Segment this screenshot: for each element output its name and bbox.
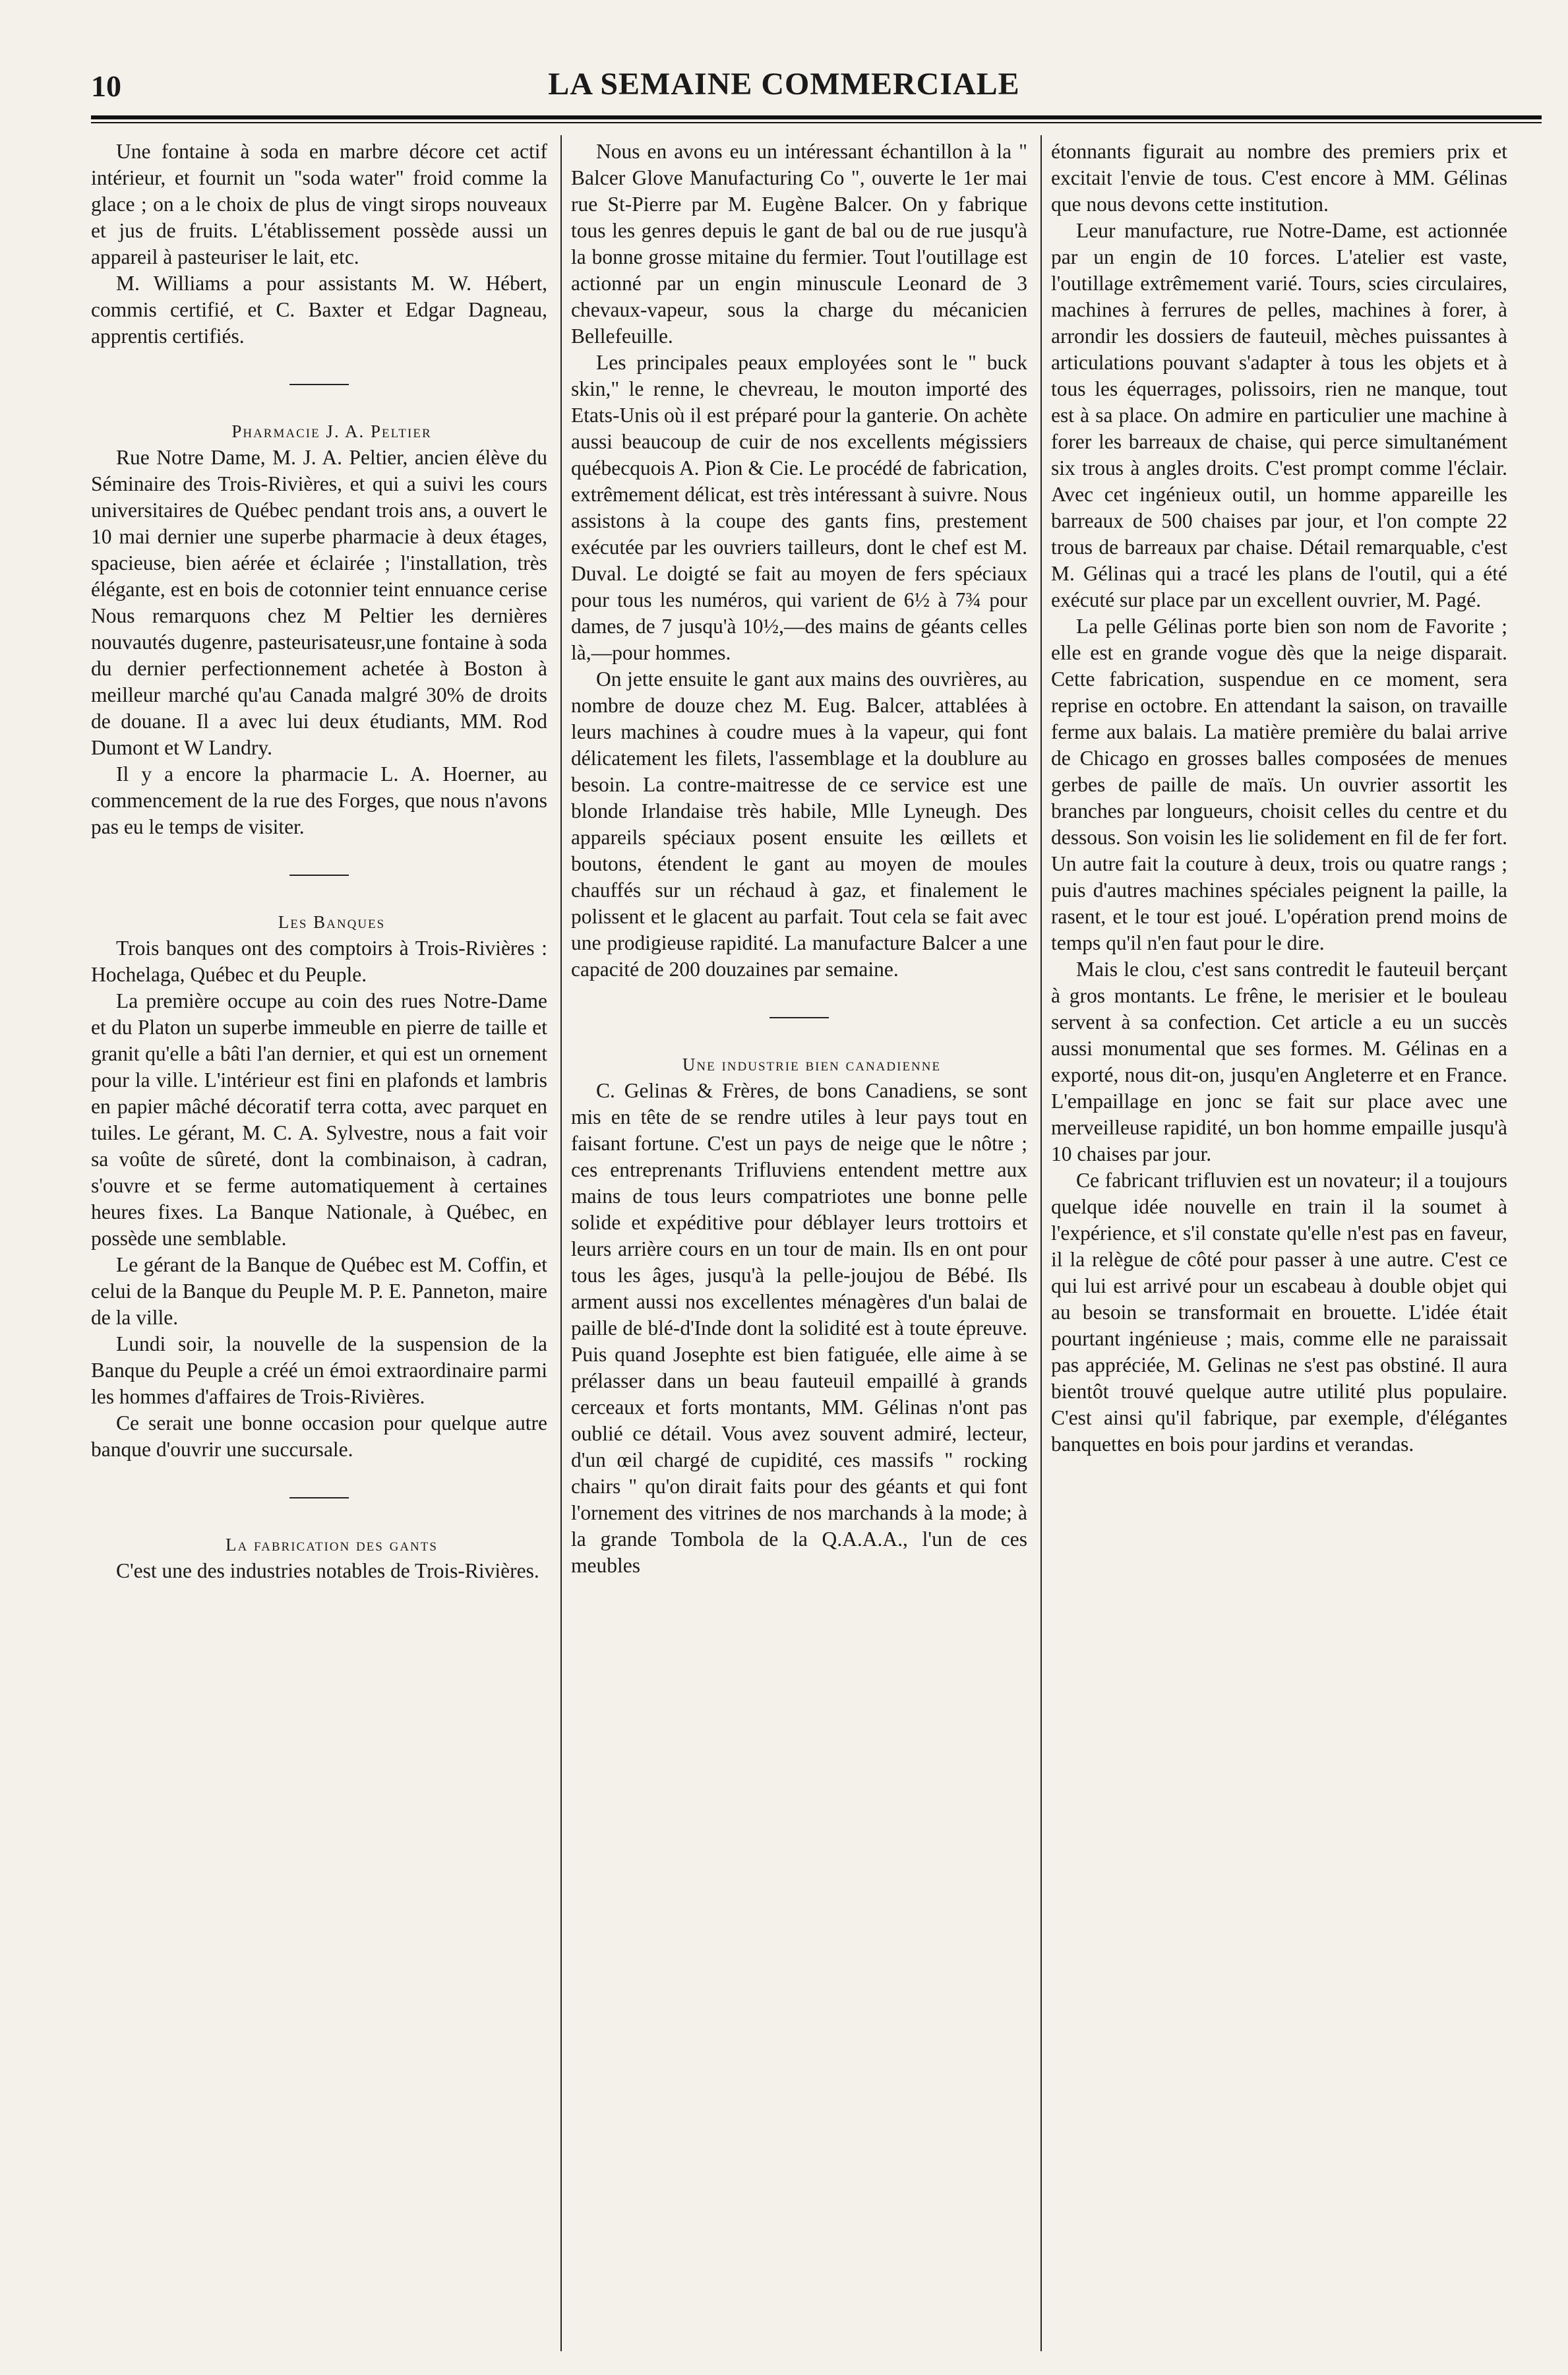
- paragraph: Lundi soir, la nouvelle de la suspension de la Banque du Peuple a créé un émoi extraordinaire parmi les hommes d'affaires de Trois-Rivières.: [91, 1332, 547, 1408]
- paragraph: M. Williams a pour assistants M. W. Hébert, commis certifié, et C. Baxter et Edgar Dagneau, apprentis certifiés.: [91, 272, 547, 348]
- column-2: [571, 139, 1027, 1579]
- page-number: 10: [91, 69, 121, 103]
- paragraph: La première occupe au coin des rues Notre-Dame et du Platon un superbe immeuble en pierre de taille et granit qu'elle a bâti l'an dernier, et qui est un ornement pour la ville. L'intérieur est fini en plafonds et lambris en papier mâché décoratif terra cotta, avec parquet en tuiles. Le gérant, M. C. A. Sylvestre, nous a fait voir sa voûte de sûreté, dont la combinaison, à cadran, s'ouvre et se ferme automatiquement à certaines heures fixes. La Banque Nationale, à Québec, en possède une semblable.: [91, 989, 547, 1250]
- paragraph: On jette ensuite le gant aux mains des ouvrières, au nombre de douze chez M. Eug. Balcer, attablées à leurs machines à coudre mues à la vapeur, qui font délicatement les filets, l'assemblage et la doublure au besoin. La contre-maitresse de ce service est une blonde Irlandaise très habile, Mlle Lyneugh. Des appareils spéciaux posent ensuite les œillets et boutons, étendent le gant au moyen de moules chauffés sur un réchaud à gaz, et finalement le polissent et le glacent au parfait. Tout cela se fait avec une prodigieuse rapidité. La manufacture Balcer a une capacité de 200 douzaines par semaine.: [571, 667, 1027, 981]
- paragraph: Leur manufacture, rue Notre-Dame, est actionnée par un engin de 10 forces. L'atelier est vaste, l'outillage extrêmement varié. Tours, scies circulaires, machines à ferrures de pelles, machines à forer, à arrondir les dossiers de fauteuil, mèches puissantes à articulations pouvant s'adapter à tous les objets et à tous les équerrages, polissoirs, rien ne manque, tout est à sa place. On admire en particulier une machine à forer les barreaux de chaise, qui perce simultanément six trous à angles droits. C'est prompt comme l'éclair. Avec cet ingénieux outil, un homme appareille les barreaux de 500 chaises par jour, et l'on compte 22 trous de barreaux par chaise. Détail remarquable, c'est M. Gélinas qui a tracé les plans de l'outil, qui a été exécuté sur place par un excellent ouvrier, M. Pagé.: [1051, 219, 1507, 611]
- column-1: [91, 139, 547, 1584]
- paragraph: Nous en avons eu un intéressant échantillon à la " Balcer Glove Manufacturing Co ", ouverte le 1er mai rue St-Pierre par M. Eugène Balcer. On y fabrique tous les genres depuis le gant de bal ou de rue jusqu'à la bonne grosse mitaine du fermier. Tout l'outillage est actionné par un engin minuscule Leonard de 3 chevaux-vapeur, sous la charge du mécanicien Bellefeuille.: [571, 140, 1027, 348]
- section-heading: Une industrie bien canadienne: [682, 1055, 942, 1074]
- section-separator: [769, 1017, 829, 1018]
- paragraph: Le gérant de la Banque de Québec est M. Coffin, et celui de la Banque du Peuple M. P. E. Panneton, maire de la ville.: [91, 1253, 547, 1329]
- section-heading: Pharmacie J. A. Peltier: [231, 421, 432, 441]
- column-divider: [1040, 135, 1042, 2351]
- paragraph: C. Gelinas & Frères, de bons Canadiens, se sont mis en tête de se rendre utiles à leur pays tout en faisant fortune. C'est un pays de neige que le nôtre ; ces entreprenants Trifluviens entendent mettre aux mains de tous leurs compatriotes une bonne pelle solide et expéditive pour déblayer leurs trottoirs et leurs arrière cours en un tour de main. Ils en ont pour tous les âges, jusqu'à la pelle-joujou de Bébé. Ils arment aussi nos excellentes ménagères d'un balai de paille de blé-d'Inde dont la solidité est à toute épreuve. Puis quand Josephte est bien fatiguée, elle aime à se prélasser dans un beau fauteuil empaillé à grands cerceaux et forts montants, MM. Gélinas n'ont pas oublié ce détail. Vous avez souvent admiré, lecteur, d'un œil chargé de cupidité, ces massifs " rocking chairs " qu'on dirait faits pour des géants et qui font l'ornement des vitrines de nos marchands à la mode; à la grande Tombola de la Q.A.A.A., l'un de ces meubles: [571, 1079, 1027, 1577]
- paragraph: La pelle Gélinas porte bien son nom de Favorite ; elle est en grande vogue dès que la neige disparait. Cette fabrication, suspendue en ce moment, sera reprise en octobre. En attendant la saison, on travaille ferme aux balais. La matière première du balai arrive de Chicago en grosses balles composées de menues gerbes de paille de maïs. Un ouvrier assortit les branches par longueurs, choisit celles du centre et du dessous. Son voisin les lie solidement en fil de fer fort. Un autre fait la couture à deux, trois ou quatre rangs ; puis d'autres machines spéciales peignent la paille, la rasent, et le tour est joué. L'opération prend moins de temps qu'il n'en faut pour le dire.: [1051, 615, 1507, 954]
- masthead-title: LA SEMAINE COMMERCIALE: [548, 67, 1020, 102]
- paragraph: Mais le clou, c'est sans contredit le fauteuil berçant à gros montants. Le frêne, le merisier et le bouleau servent à sa confection. Cet article a eu un succès aussi monumental que ses formes. M. Gélinas en a exporté, nous dit-on, jusqu'en Angleterre et en France. L'empaillage en jonc se fait sur place avec une merveilleuse rapidité, un bon homme empaille jusqu'à 10 chaises par jour.: [1051, 958, 1507, 1165]
- section-separator: [289, 875, 349, 876]
- header-rule: [91, 115, 1542, 119]
- page-header: [0, 0, 1568, 125]
- paragraph: Ce serait une bonne occasion pour quelque autre banque d'ouvrir une succursale.: [91, 1411, 547, 1461]
- paragraph: Ce fabricant trifluvien est un novateur; il a toujours quelque idée nouvelle en train il la soumet à l'expérience, et s'il constate qu'elle n'est pas en faveur, il la relègue de côté pour passer à une autre. C'est ce qui lui est arrivé pour un escabeau à double objet qui au besoin se transformait en brouette. L'idée était pourtant ingénieuse ; mais, comme elle ne paraissait pas appréciée, M. Gelinas ne s'est pas obstiné. Il aura bientôt trouvé quelque autre utilité plus populaire. C'est ainsi qu'il fabrique, par exemple, d'élégantes banquettes en bois pour jardins et verandas.: [1051, 1169, 1507, 1456]
- column-divider: [560, 135, 562, 2351]
- paragraph: étonnants figurait au nombre des premiers prix et excitait l'envie de tous. C'est encore à MM. Gélinas que nous devons cette institution.: [1051, 140, 1507, 216]
- paragraph: Il y a encore la pharmacie L. A. Hoerner, au commencement de la rue des Forges, que nous n'avons pas eu le temps de visiter.: [91, 762, 547, 838]
- paragraph: C'est une des industries notables de Trois-Rivières.: [116, 1559, 539, 1582]
- section-heading: Les Banques: [278, 912, 386, 932]
- paragraph: Rue Notre Dame, M. J. A. Peltier, ancien élève du Séminaire des Trois-Rivières, et qui a suivi les cours universitaires de Québec pendant trois ans, a ouvert le 10 mai dernier une superbe pharmacie à deux étages, spacieuse, bien aérée et éclairée ; l'installation, très élégante, est en bois de cotonnier teint ennuance cerise Nous remarquons chez M Peltier les dernières nouvautés dugenre, pasteurisateusr,une fontaine à soda du dernier perfectionnement achetée à Boston à meilleur marché qu'au Canada malgré 30% de droits de douane. Il a avec lui deux étudiants, MM. Rod Dumont et W Landry.: [91, 446, 547, 759]
- section-separator: [289, 1497, 349, 1498]
- header-rule-thin: [91, 122, 1542, 123]
- section-heading: La fabrication des gants: [226, 1535, 438, 1555]
- column-3: [1051, 139, 1507, 1458]
- section-separator: [289, 384, 349, 385]
- paragraph: Les principales peaux employées sont le " buck skin," le renne, le chevreau, le mouton importé des Etats-Unis où il est préparé pour la ganterie. On achète aussi beaucoup de cuir de nos excellents mégissiers québecquois A. Pion & Cie. Le procédé de fabrication, extrêmement délicat, est très intéressant à suivre. Nous assistons à la coupe des gants fins, prestement exécutée par les ouvriers tailleurs, dont le chef est M. Duval. Le doigté se fait au moyen de fers spéciaux pour tous les numéros, qui varient de 6½ à 7¾ pour dames, de 7 jusqu'à 10½,—des mains de géants celles là,—pour hommes.: [571, 351, 1027, 664]
- paragraph: Une fontaine à soda en marbre décore cet actif intérieur, et fournit un "soda water" froid comme la glace ; on a le choix de plus de vingt sirops nouveaux et jus de fruits. L'établissement possède aussi un appareil à pasteuriser le lait, etc.: [91, 140, 547, 268]
- paragraph: Trois banques ont des comptoirs à Trois-Rivières : Hochelaga, Québec et du Peuple.: [91, 937, 547, 986]
